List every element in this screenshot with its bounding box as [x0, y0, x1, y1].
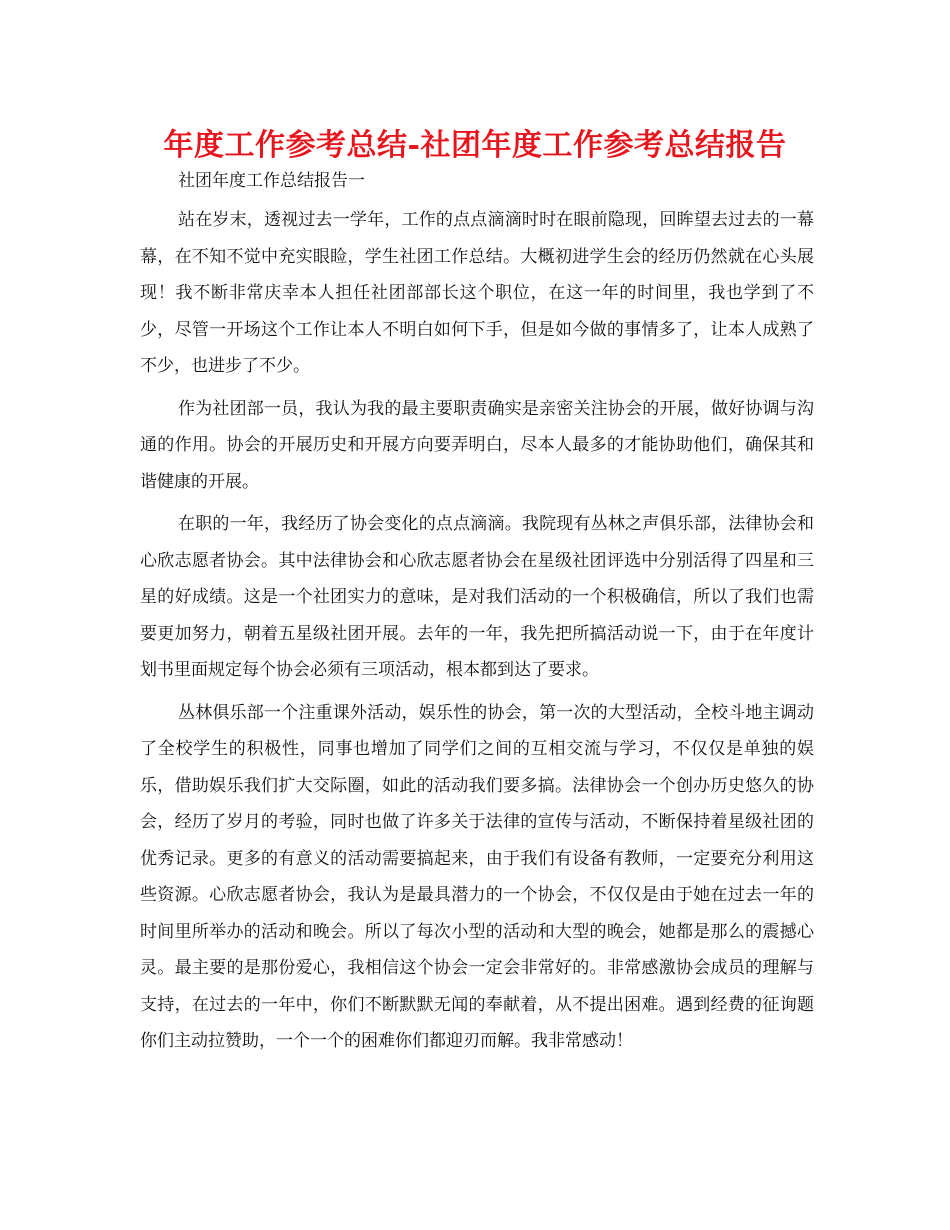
- section-heading: 社团年度工作总结报告一: [178, 171, 365, 191]
- paragraph-1: 站在岁末，透视过去一学年，工作的点点滴滴时时在眼前隐现，回眸望去过去的一幕幕，在不知不觉中充实眼睑，学生社团工作总结。大概初进学生会的经历仍然就在心头展现！我不断非常庆幸本人担任社团部部长这个职位，在这一年的时间里，我也学到了不少，尽管一开场这个工作让本人不明白如何下手，但是如今做的事情多了，让本人成熟了不少，也进步了不少。: [140, 210, 814, 376]
- paragraph-2: 作为社团部一员，我认为我的最主要职责确实是亲密关注协会的开展，做好协调与沟通的作用。协会的开展历史和开展方向要弄明白，尽本人最多的才能协助他们，确保其和谐健康的开展。: [140, 398, 814, 492]
- paragraph-3: 在职的一年，我经历了协会变化的点点滴滴。我院现有丛林之声俱乐部，法律协会和心欣志愿者协会。其中法律协会和心欣志愿者协会在星级社团评选中分别活得了四星和三星的好成绩。这是一个社团实力的意味，是对我们活动的一个积极确信，所以了我们也需要更加努力，朝着五星级社团开展。去年的一年，我先把所搞活动说一下，由于在年度计划书里面规定每个协会必须有三项活动，根本都到达了要求。: [140, 514, 814, 680]
- document-title: 年度工作参考总结-社团年度工作参考总结报告: [163, 128, 787, 163]
- document-body: [140, 166, 814, 1060]
- paragraph-4: 丛林俱乐部一个注重课外活动，娱乐性的协会，第一次的大型活动，全校斗地主调动了全校学生的积极性，同事也增加了同学们之间的互相交流与学习，不仅仅是单独的娱乐，借助娱乐我们扩大交际圈，如此的活动我们要多搞。法律协会一个创办历史悠久的协会，经历了岁月的考验，同时也做了许多关于法律的宣传与活动，不断保持着星级社团的优秀记录。更多的有意义的活动需要搞起来，由于我们有设备有教师，一定要充分利用这些资源。心欣志愿者协会，我认为是最具潜力的一个协会，不仅仅是由于她在过去一年的时间里所举办的活动和晚会。所以了每次小型的活动和大型的晚会，她都是那么的震撼心灵。最主要的是那份爱心，我相信这个协会一定会非常好的。非常感激协会成员的理解与支持，在过去的一年中，你们不断默默无闻的奉献着，从不提出困难。遇到经费的征询题你们主动拉赞助，一个一个的困难你们都迎刃而解。我非常感动！: [140, 702, 814, 1051]
